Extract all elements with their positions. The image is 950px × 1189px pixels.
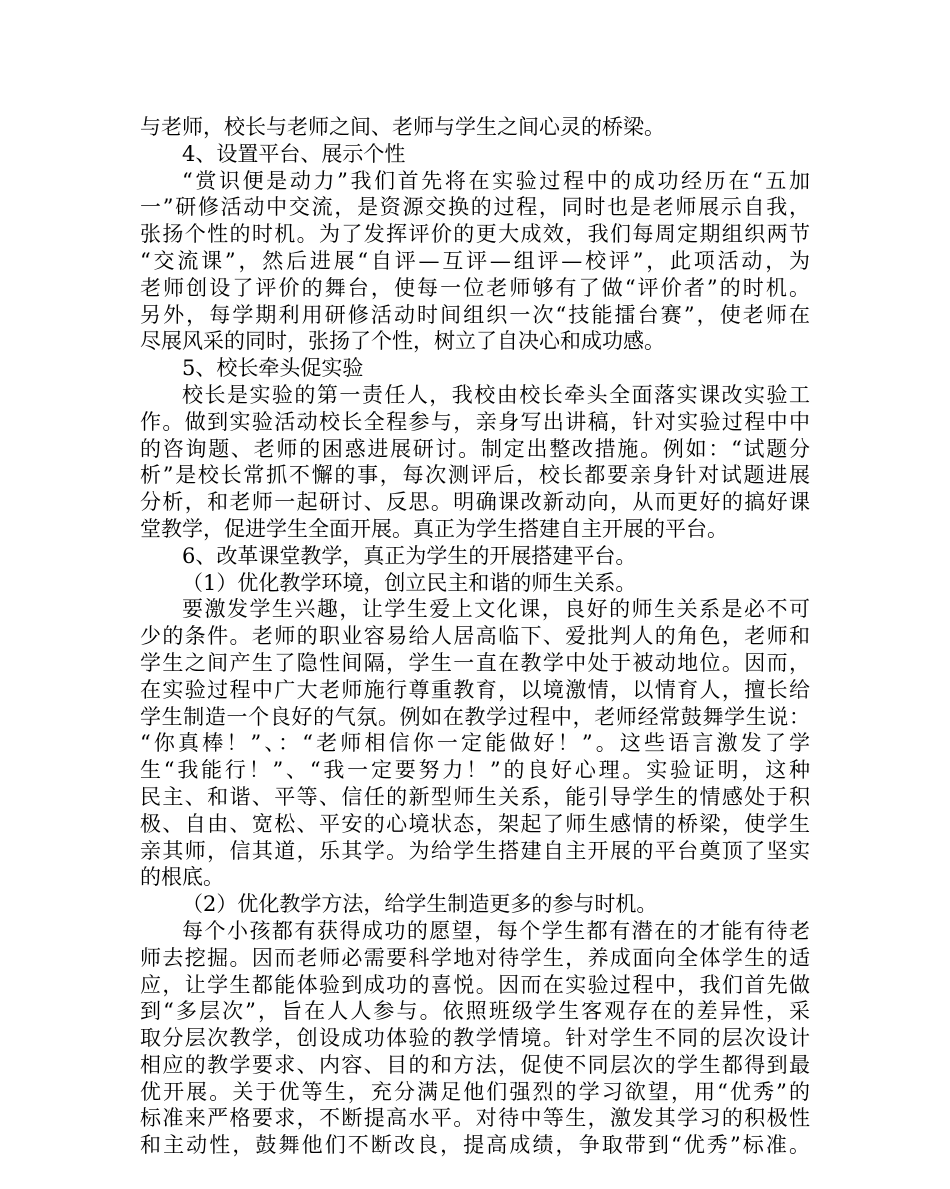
paragraph-first-line: 每个小孩都有获得成功的愿望，每个学生都有潜在的才能有待老 (182, 918, 810, 943)
text-line: 学生制造一个良好的气氛。例如在教学过程中，老师经常鼓舞学生说： (140, 704, 810, 729)
document-page (140, 114, 810, 1159)
section-heading: 6、改革课堂教学，真正为学生的开展搭建平台。 (182, 543, 637, 568)
text-line: 析”是校长常抓不懈的事，每次测评后，校长都要亲身针对试题进展 (140, 463, 810, 488)
text-line: 少的条件。老师的职业容易给人居高临下、爱批判人的角色，老师和 (140, 624, 810, 649)
text-line: 尽展风采的同时，张扬了个性，树立了自决心和成功感。 (140, 329, 665, 354)
paragraph-first-line: 校长是实验的第一责任人，我校由校长牵头全面落实课改实验工 (182, 382, 810, 407)
paragraph-first-line: 要激发学生兴趣，让学生爱上文化课，良好的师生关系是必不可 (182, 597, 810, 622)
text-line: 生“我能行！”、“我一定要努力！”的良好心理。实验证明，这种 (140, 758, 810, 783)
text-line: 张扬个性的时机。为了发挥评价的更大成效，我们每周定期组织两节 (140, 222, 810, 247)
text-line: 相应的教学要求、内容、目的和方法，促使不同层次的学生都得到最 (140, 1052, 810, 1077)
text-line: 老师创设了评价的舞台，使每一位老师够有了做“评价者”的时机。 (140, 275, 810, 300)
text-line: “交流课”，然后进展“自评—互评—组评—校评”，此项活动，为 (140, 248, 810, 273)
text-line: 到“多层次”，旨在人人参与。依照班级学生客观存在的差异性，采 (140, 999, 810, 1024)
text-line: 和主动性，鼓舞他们不断改良，提高成绩，争取带到“优秀”标准。 (140, 1133, 810, 1158)
text-line: 一”研修活动中交流，是资源交换的过程，同时也是老师展示自我， (140, 195, 810, 220)
section-heading: 4、设置平台、展示个性 (182, 141, 406, 166)
text-line: 标准来严格要求，不断提高水平。对待中等生，激发其学习的积极性 (140, 1106, 810, 1131)
text-line: 的咨询题、老师的困惑进展研讨。制定出整改措施。例如：“试题分 (140, 436, 810, 461)
text-line: 极、自由、宽松、平安的心境状态，架起了师生感情的桥梁，使学生 (140, 811, 810, 836)
subsection-heading: （1）优化教学环境，创立民主和谐的师生关系。 (182, 570, 637, 595)
text-line: 与老师，校长与老师之间、老师与学生之间心灵的桥梁。 (140, 115, 665, 139)
text-line: 亲其师，信其道，乐其学。为给学生搭建自主开展的平台奠顶了坚实 (140, 838, 810, 863)
section-heading: 5、校长牵头促实验 (182, 356, 364, 381)
text-line: 作。做到实验活动校长全程参与，亲身写出讲稿，针对实验过程中中 (140, 409, 810, 434)
subsection-heading: （2）优化教学方法，给学生制造更多的参与时机。 (182, 892, 658, 917)
text-line: 民主、和谐、平等、信任的新型师生关系，能引导学生的情感处于积 (140, 784, 810, 809)
text-line: 的根底。 (140, 865, 224, 890)
text-line: 应，让学生都能体验到成功的喜悦。因而在实验过程中，我们首先做 (140, 972, 810, 997)
text-line: 堂教学，促进学生全面开展。真正为学生搭建自主开展的平台。 (140, 516, 728, 541)
text-line: 在实验过程中广大老师施行尊重教育，以境激情，以情育人，擅长给 (140, 677, 810, 702)
text-line: 学生之间产生了隐性间隔，学生一直在教学中处于被动地位。因而， (140, 650, 810, 675)
text-line: 师去挖掘。因而老师必需要科学地对待学生，养成面向全体学生的适 (140, 945, 810, 970)
text-line: 另外，每学期利用研修活动时间组织一次“技能擂台赛”，使老师在 (140, 302, 810, 327)
text-line: 取分层次教学，创设成功体验的教学情境。针对学生不同的层次设计 (140, 1026, 810, 1051)
text-line: 优开展。关于优等生，充分满足他们强烈的学习欲望，用“优秀”的 (140, 1079, 810, 1104)
text-line: 分析，和老师一起研讨、反思。明确课改新动向，从而更好的搞好课 (140, 490, 810, 515)
text-line: “你真棒！”、：“老师相信你一定能做好！”。这些语言激发了学 (140, 731, 810, 756)
paragraph-first-line: “赏识便是动力”我们首先将在实验过程中的成功经历在“五加 (182, 168, 810, 193)
